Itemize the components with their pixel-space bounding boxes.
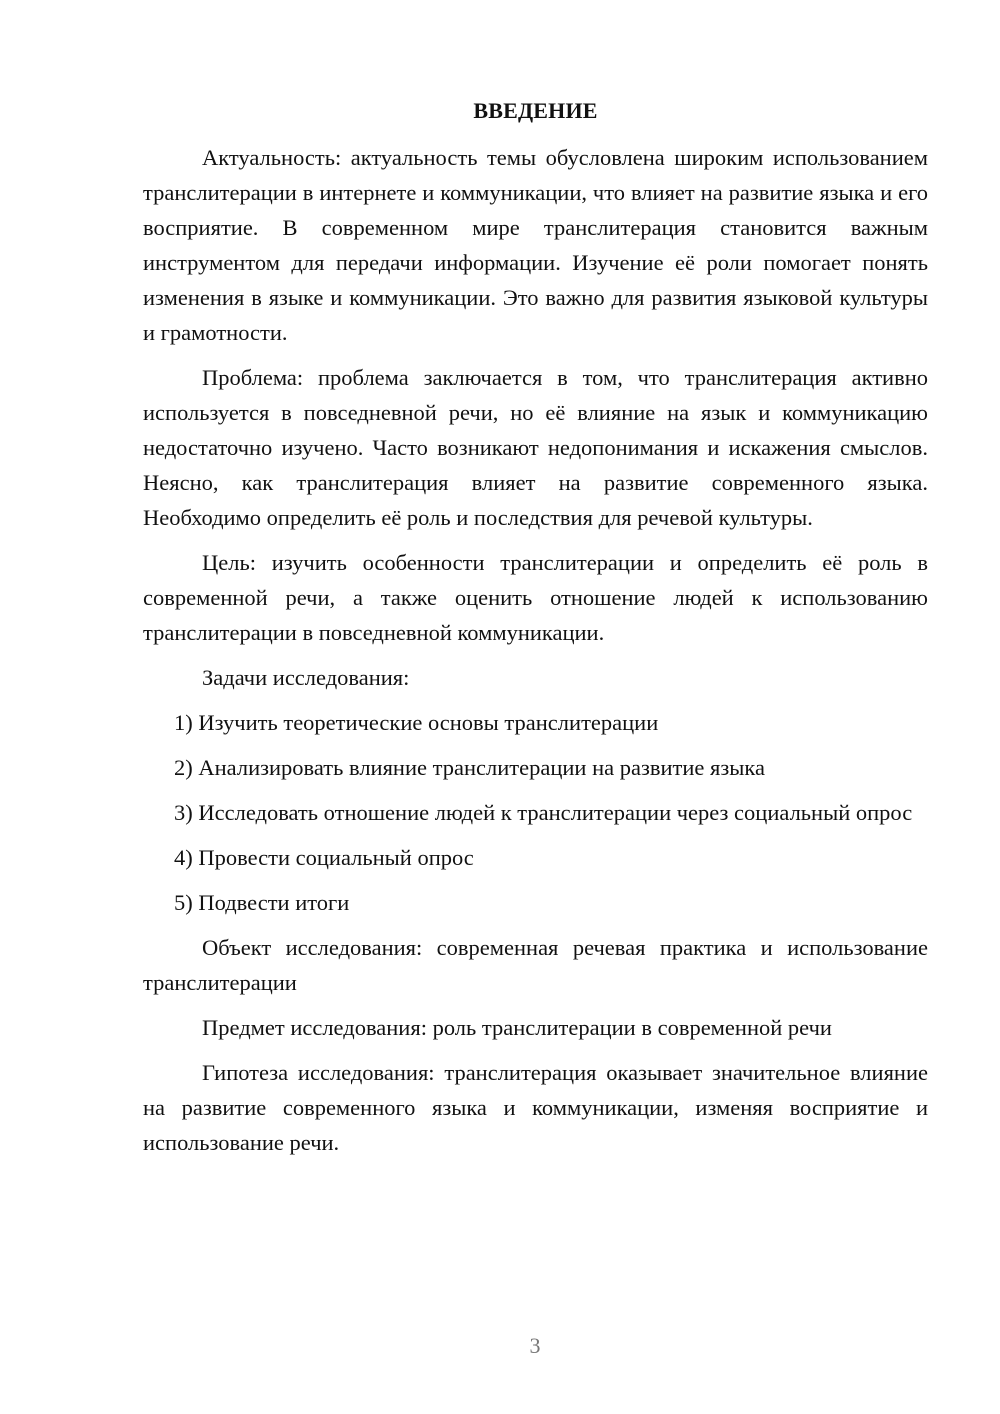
page-number: 3 [529, 1333, 541, 1358]
paragraph-relevance: Актуальность: актуальность темы обусловлена широким использованием транслитерации в интернете и коммуникации, что влияет на развитие языка и его восприятие. В современном мире транслитерация становится важным инструментом для передачи информации. Изучение её роли помогает понять изменения в языке и коммуникации. Это важно для развития языковой культуры и грамотности. [143, 145, 928, 345]
task-item-3: 3) Исследовать отношение людей к транслитерации через социальный опрос [174, 800, 913, 825]
tasks-heading: Задачи исследования: [202, 665, 410, 690]
task-item-1: 1) Изучить теоретические основы транслитерации [174, 710, 659, 735]
task-item-4: 4) Провести социальный опрос [174, 845, 474, 870]
task-item-2: 2) Анализировать влияние транслитерации на развитие языка [174, 755, 765, 780]
paragraph-problem: Проблема: проблема заключается в том, что транслитерация активно используется в повседневной речи, но её влияние на язык и коммуникацию недостаточно изучено. Часто возникают недопонимания и искажения смыслов. Неясно, как транслитерация влияет на развитие современного языка. Необходимо определить её роль и последствия для речевой культуры. [143, 365, 928, 530]
paragraph-goal: Цель: изучить особенности транслитерации и определить её роль в современной речи, а также оценить отношение людей к использованию транслитерации в повседневной коммуникации. [143, 550, 928, 645]
document-page [143, 96, 928, 1170]
task-item-5: 5) Подвести итоги [174, 890, 350, 915]
section-title: ВВЕДЕНИЕ [473, 98, 598, 123]
paragraph-subject: Предмет исследования: роль транслитерации в современной речи [202, 1015, 832, 1040]
paragraph-object: Объект исследования: современная речевая практика и использование транслитерации [143, 935, 928, 995]
paragraph-hypothesis: Гипотеза исследования: транслитерация оказывает значительное влияние на развитие современного языка и коммуникации, изменяя восприятие и использование речи. [143, 1060, 928, 1155]
